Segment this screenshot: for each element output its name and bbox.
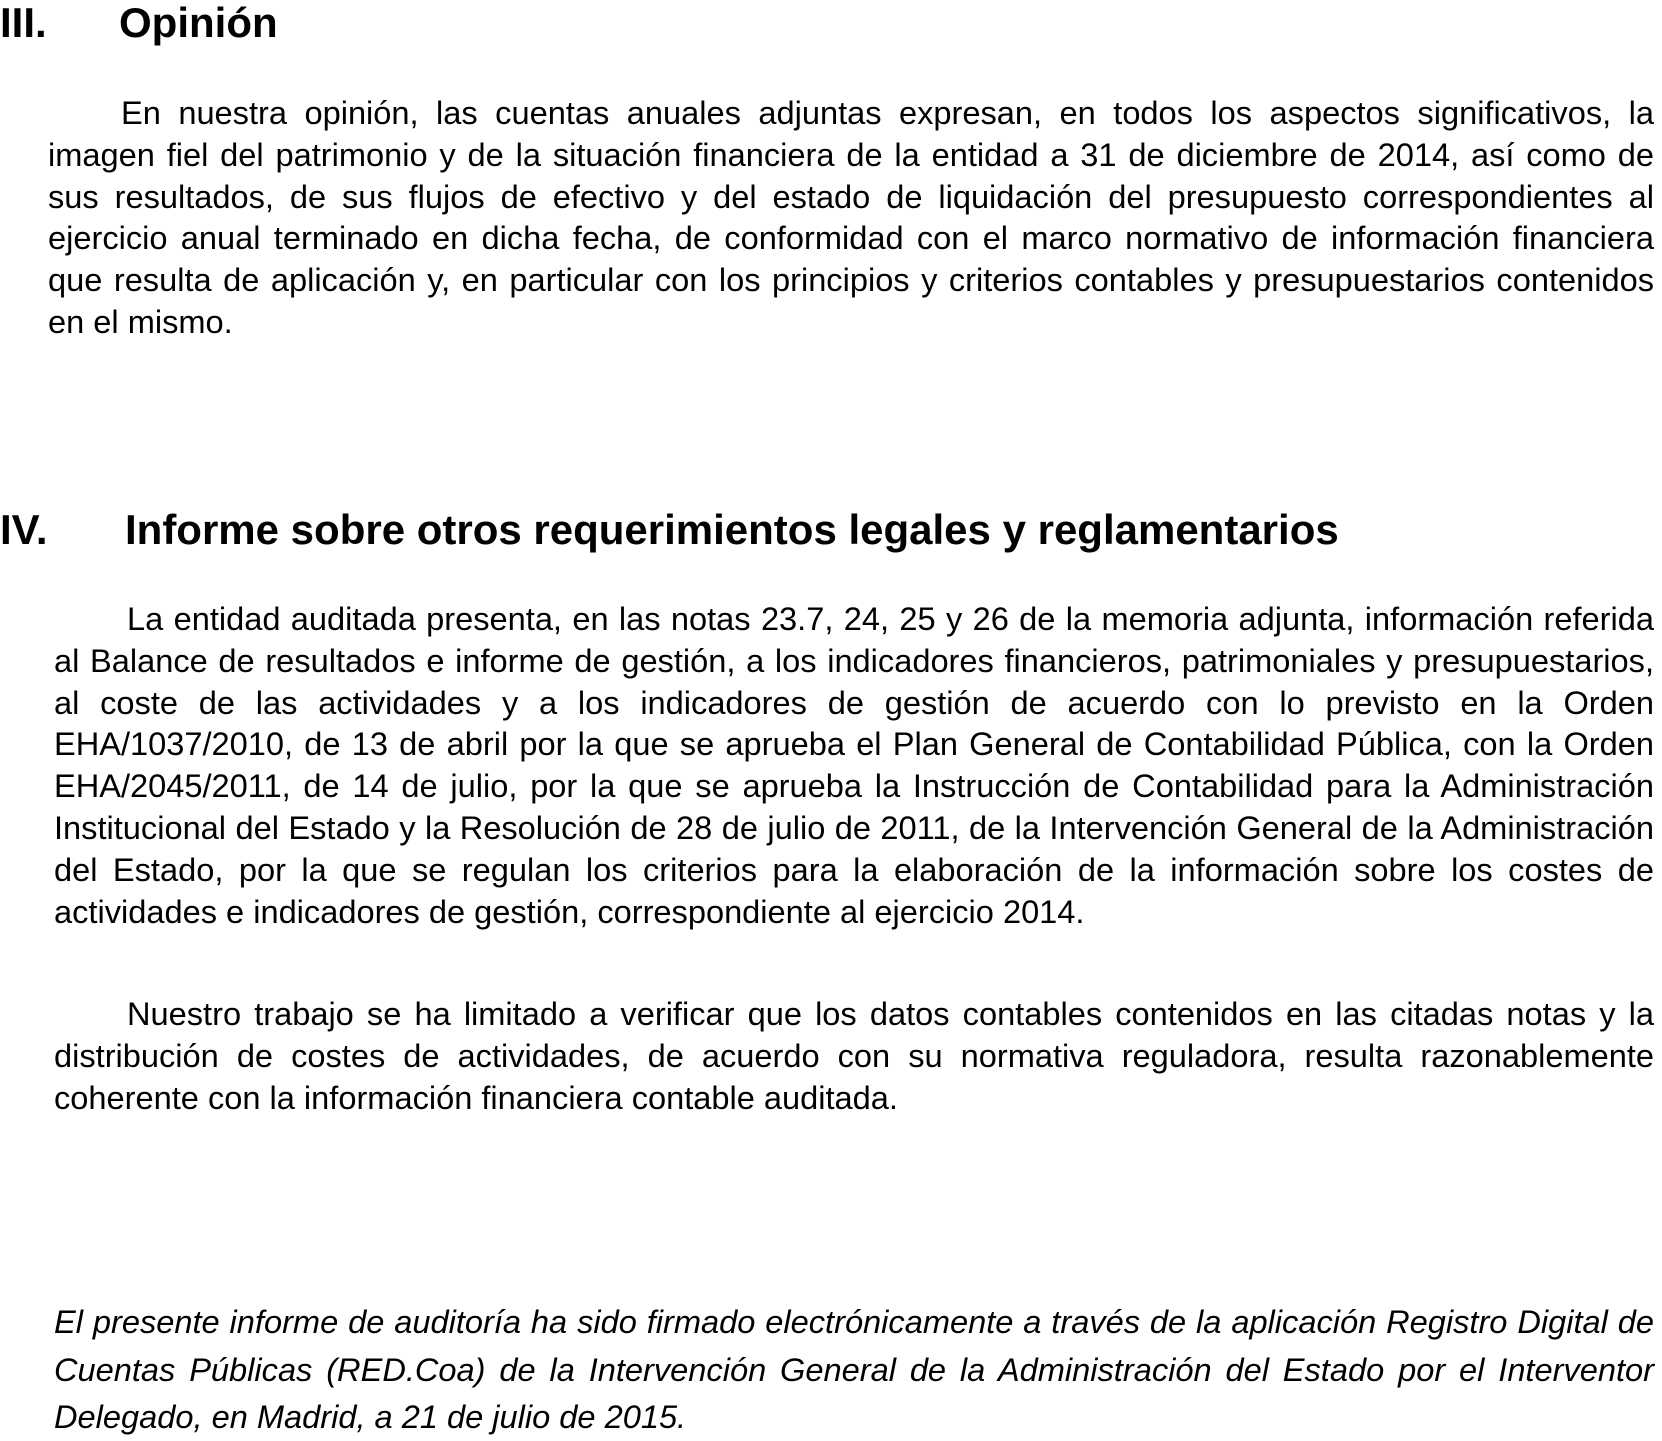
- work-scope-paragraph: Nuestro trabajo se ha limitado a verificar que los datos contables contenidos en las citadas notas y la distribución de costes de actividades, de acuerdo con su normativa reguladora, resulta razonablemente coherente con la información financiera contable auditada.: [54, 995, 1654, 1116]
- section-iii-title: Opinión: [119, 0, 278, 46]
- section-iv-number: IV.: [0, 506, 48, 553]
- section-iv-heading: [0, 506, 1600, 553]
- section-iii-number: III.: [0, 0, 47, 46]
- legal-requirements-paragraph: La entidad auditada presenta, en las notas 23.7, 24, 25 y 26 de la memoria adjunta, información referida al Balance de resultados e informe de gestión, a los indicadores financieros, patrimoniales y presupuestarios, al coste de las actividades y a los indicadores de gestión de acuerdo con lo previsto en la Orden EHA/1037/2010, de 13 de abril por la que se aprueba el Plan General de Contabilidad Pública, con la Orden EHA/2045/2011, de 14 de julio, por la que se aprueba la Instrucción de Contabilidad para la Administración Institucional del Estado y la Resolución de 28 de julio de 2011, de la Intervención General de la Administración del Estado, por la que se regulan los criterios para la elaboración de la información sobre los costes de actividades e indicadores de gestión, correspondiente al ejercicio 2014.: [54, 600, 1654, 930]
- signature-note: El presente informe de auditoría ha sido firmado electrónicamente a través de la aplicación Registro Digital de Cuentas Públicas (RED.Coa) de la Intervención General de la Administración del Estado por el Interventor Delegado, en Madrid, a 21 de julio de 2015.: [54, 1303, 1654, 1435]
- section-iii-heading: [0, 2, 400, 46]
- opinion-paragraph: En nuestra opinión, las cuentas anuales adjuntas expresan, en todos los aspectos significativos, la imagen fiel del patrimonio y de la situación financiera de la entidad a 31 de diciembre de 2014, así como de sus resultados, de sus flujos de efectivo y del estado de liquidación del presupuesto correspondientes al ejercicio anual terminado en dicha fecha, de conformidad con el marco normativo de información financiera que resulta de aplicación y, en particular con los principios y criterios contables y presupuestarios contenidos en el mismo.: [48, 94, 1654, 340]
- section-iv-title: Informe sobre otros requerimientos legales y reglamentarios: [125, 506, 1339, 553]
